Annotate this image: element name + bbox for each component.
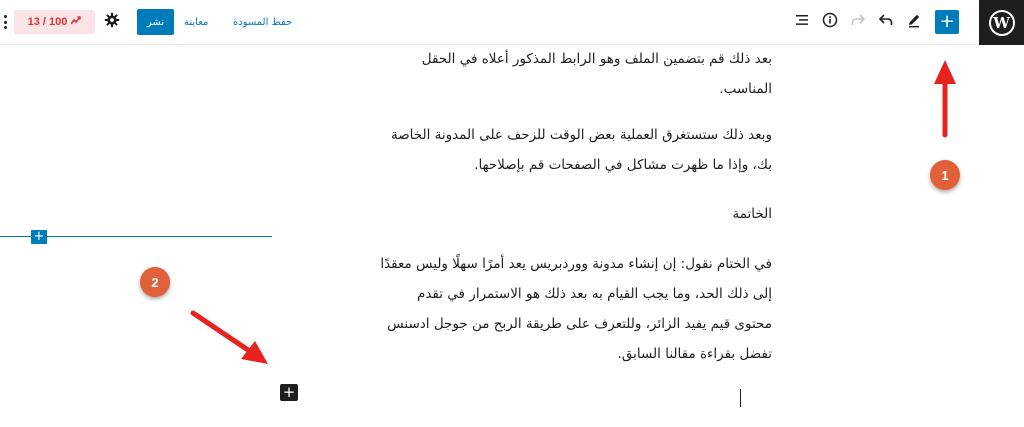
add-block-button[interactable]: + [280, 384, 298, 401]
paragraph-block[interactable] [272, 44, 772, 104]
paragraph-block[interactable] [272, 249, 772, 369]
paragraph-line: المناسب. [719, 81, 772, 97]
paragraph-block[interactable] [272, 120, 772, 180]
text-caret [740, 389, 741, 407]
list-view-button[interactable] [790, 10, 814, 34]
tools-button[interactable] [902, 10, 926, 34]
block-inserter-button[interactable]: + [935, 10, 959, 34]
paragraph-line: بك، وإذا ما ظهرت مشاكل في الصفحات قم بإصلاحها. [474, 157, 772, 173]
seo-chart-icon [71, 16, 81, 28]
paragraph-line: في الختام نقول: إن إنشاء مدونة ووردبريس يعد أمرًا سهلًا وليس معقدًا [380, 256, 772, 272]
step-badge-2: 2 [140, 267, 170, 297]
paragraph-line: إلى ذلك الحد، وما يجب القيام به بعد ذلك هو الاستمرار في تقدم [416, 286, 772, 302]
step-badge-1: 1 [930, 160, 960, 190]
paragraph-line: محتوى قيم يفيد الزائر، وللتعرف على طريقة الربح من جوجل ادسنس [387, 316, 772, 332]
seo-score-button[interactable] [14, 10, 95, 34]
redo-button[interactable] [846, 10, 870, 34]
wordpress-icon: W [989, 10, 1015, 36]
preview-button[interactable]: معاينة [184, 16, 209, 28]
paragraph-line: وبعد ذلك ستستغرق العملية بعض الوقت للزحف على المدونة الخاصة [390, 127, 772, 143]
heading-block[interactable] [272, 199, 772, 229]
arrow-2-icon [193, 313, 268, 364]
conclusion-heading: الخاتمة [732, 206, 772, 222]
info-icon [822, 12, 838, 32]
seo-score-value: 13 / 100 [27, 16, 68, 28]
details-button[interactable] [818, 10, 842, 34]
settings-button[interactable] [100, 10, 124, 34]
more-options-button[interactable] [0, 12, 10, 32]
kebab-dot-icon [4, 26, 7, 29]
paragraph-line: بعد ذلك قم بتضمين الملف وهو الرابط المذكور أعلاه في الحقل [421, 51, 772, 67]
list-view-icon [794, 12, 810, 32]
paragraph-line: تفضل بقراءة مقالنا السابق. [617, 346, 772, 362]
publish-button[interactable]: نشر [137, 9, 174, 35]
editor-header [0, 0, 1024, 45]
pencil-icon [906, 12, 922, 32]
inline-inserter-button[interactable]: + [31, 230, 47, 244]
undo-button[interactable] [874, 10, 898, 34]
redo-icon [850, 12, 866, 32]
wordpress-logo-button[interactable] [979, 0, 1024, 45]
kebab-dot-icon [4, 21, 7, 24]
save-draft-button[interactable]: حفظ المسودة [233, 16, 293, 28]
undo-icon [878, 12, 894, 32]
gear-icon [104, 12, 120, 33]
kebab-dot-icon [4, 15, 7, 18]
arrow-1-icon [934, 60, 956, 135]
